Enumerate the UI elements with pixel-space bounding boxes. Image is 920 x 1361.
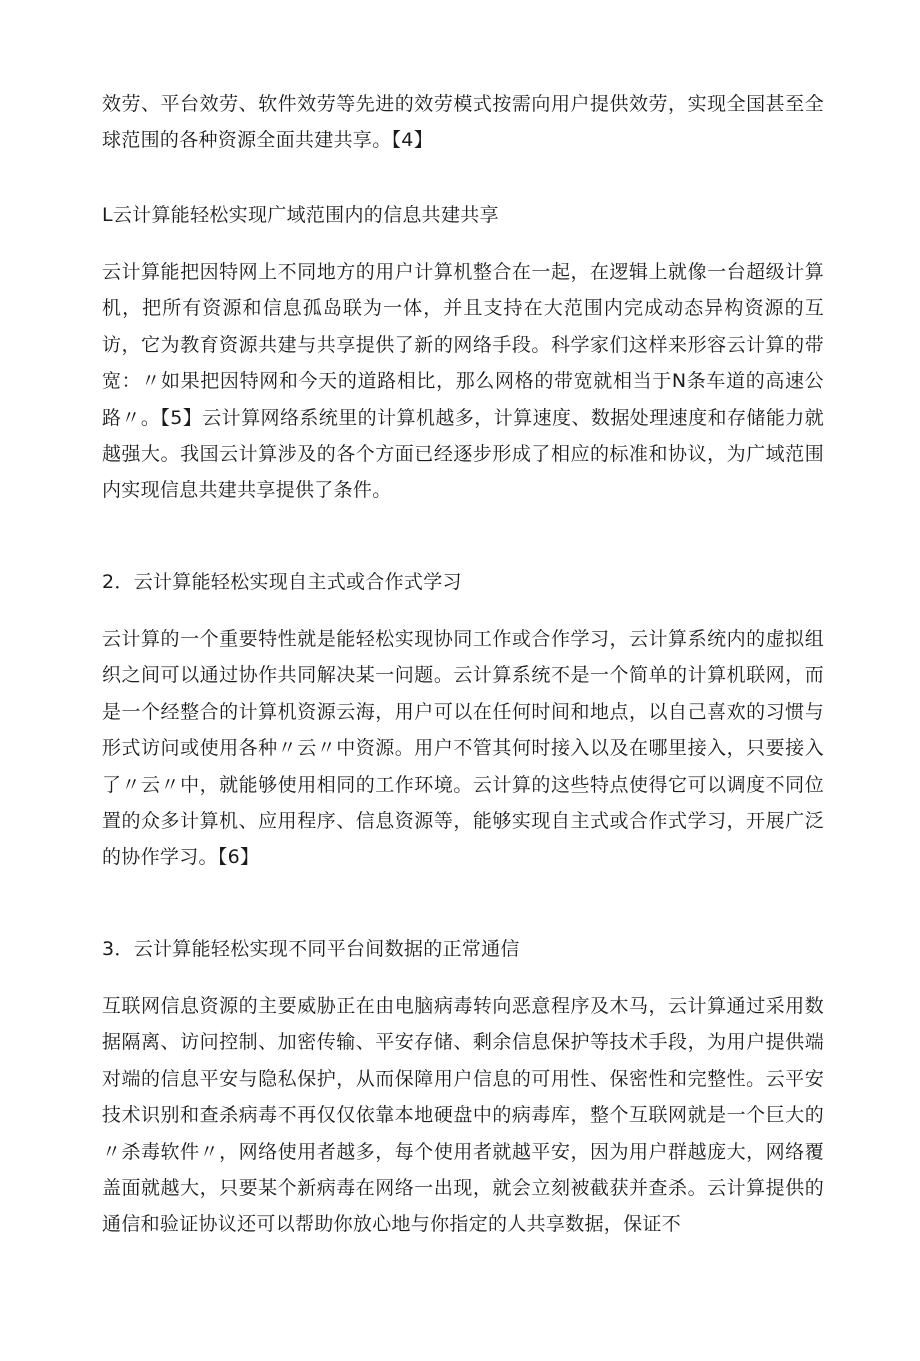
- section-heading-1: L云计算能轻松实现广域范围内的信息共建共享: [102, 204, 499, 226]
- intro-paragraph: 效劳、平台效劳、软件效劳等先进的效劳模式按需向用户提供效劳，实现全国甚至全球范围的各种资源全面共建共享。【4】: [102, 93, 824, 152]
- section-body-2: 云计算的一个重要特性就是能轻松实现协同工作或合作学习，云计算系统内的虚拟组织之间可以通过协作共同解决某一问题。云计算系统不是一个简单的计算机联网，而是一个经整合的计算机资源云海，用户可以在任何时间和地点，以自己喜欢的习惯与形式访问或使用各种〃云〃中资源。用户不管其何时接入以及在哪里接入，只要接入了〃云〃中，就能够使用相同的工作环境。云计算的这些特点使得它可以调度不同位置的众多计算机、应用程序、信息资源等，能够实现自主式或合作式学习，开展广泛的协作学习。【6】: [102, 628, 824, 869]
- section-body-1: 云计算能把因特网上不同地方的用户计算机整合在一起，在逻辑上就像一台超级计算机，把所有资源和信息孤岛联为一体，并且支持在大范围内完成动态异构资源的互访，它为教育资源共建与共享提供了新的网络手段。科学家们这样来形容云计算的带宽：〃如果把因特网和今天的道路相比，那么网格的带宽就相当于N条车道的高速公路〃。【5】云计算网络系统里的计算机越多，计算速度、数据处理速度和存储能力就越强大。我国云计算涉及的各个方面已经逐步形成了相应的标准和协议，为广域范围内实现信息共建共享提供了条件。: [102, 261, 824, 502]
- section-heading-3: 3．云计算能轻松实现不同平台间数据的正常通信: [102, 938, 520, 960]
- section-body-3: 互联网信息资源的主要威胁正在由电脑病毒转向恶意程序及木马，云计算通过采用数据隔离、访问控制、加密传输、平安存储、剩余信息保护等技术手段，为用户提供端对端的信息平安与隐私保护，从而保障用户信息的可用性、保密性和完整性。云平安技术识别和查杀病毒不再仅仅依靠本地硬盘中的病毒库，整个互联网就是一个巨大的〃杀毒软件〃，网络使用者越多，每个使用者就越平安，因为用户群越庞大，网络覆盖面就越大，只要某个新病毒在网络一出现，就会立刻被截获并查杀。云计算提供的通信和验证协议还可以帮助你放心地与你指定的人共享数据，保证不: [102, 995, 824, 1236]
- section-heading-2: 2．云计算能轻松实现自主式或合作式学习: [102, 571, 462, 593]
